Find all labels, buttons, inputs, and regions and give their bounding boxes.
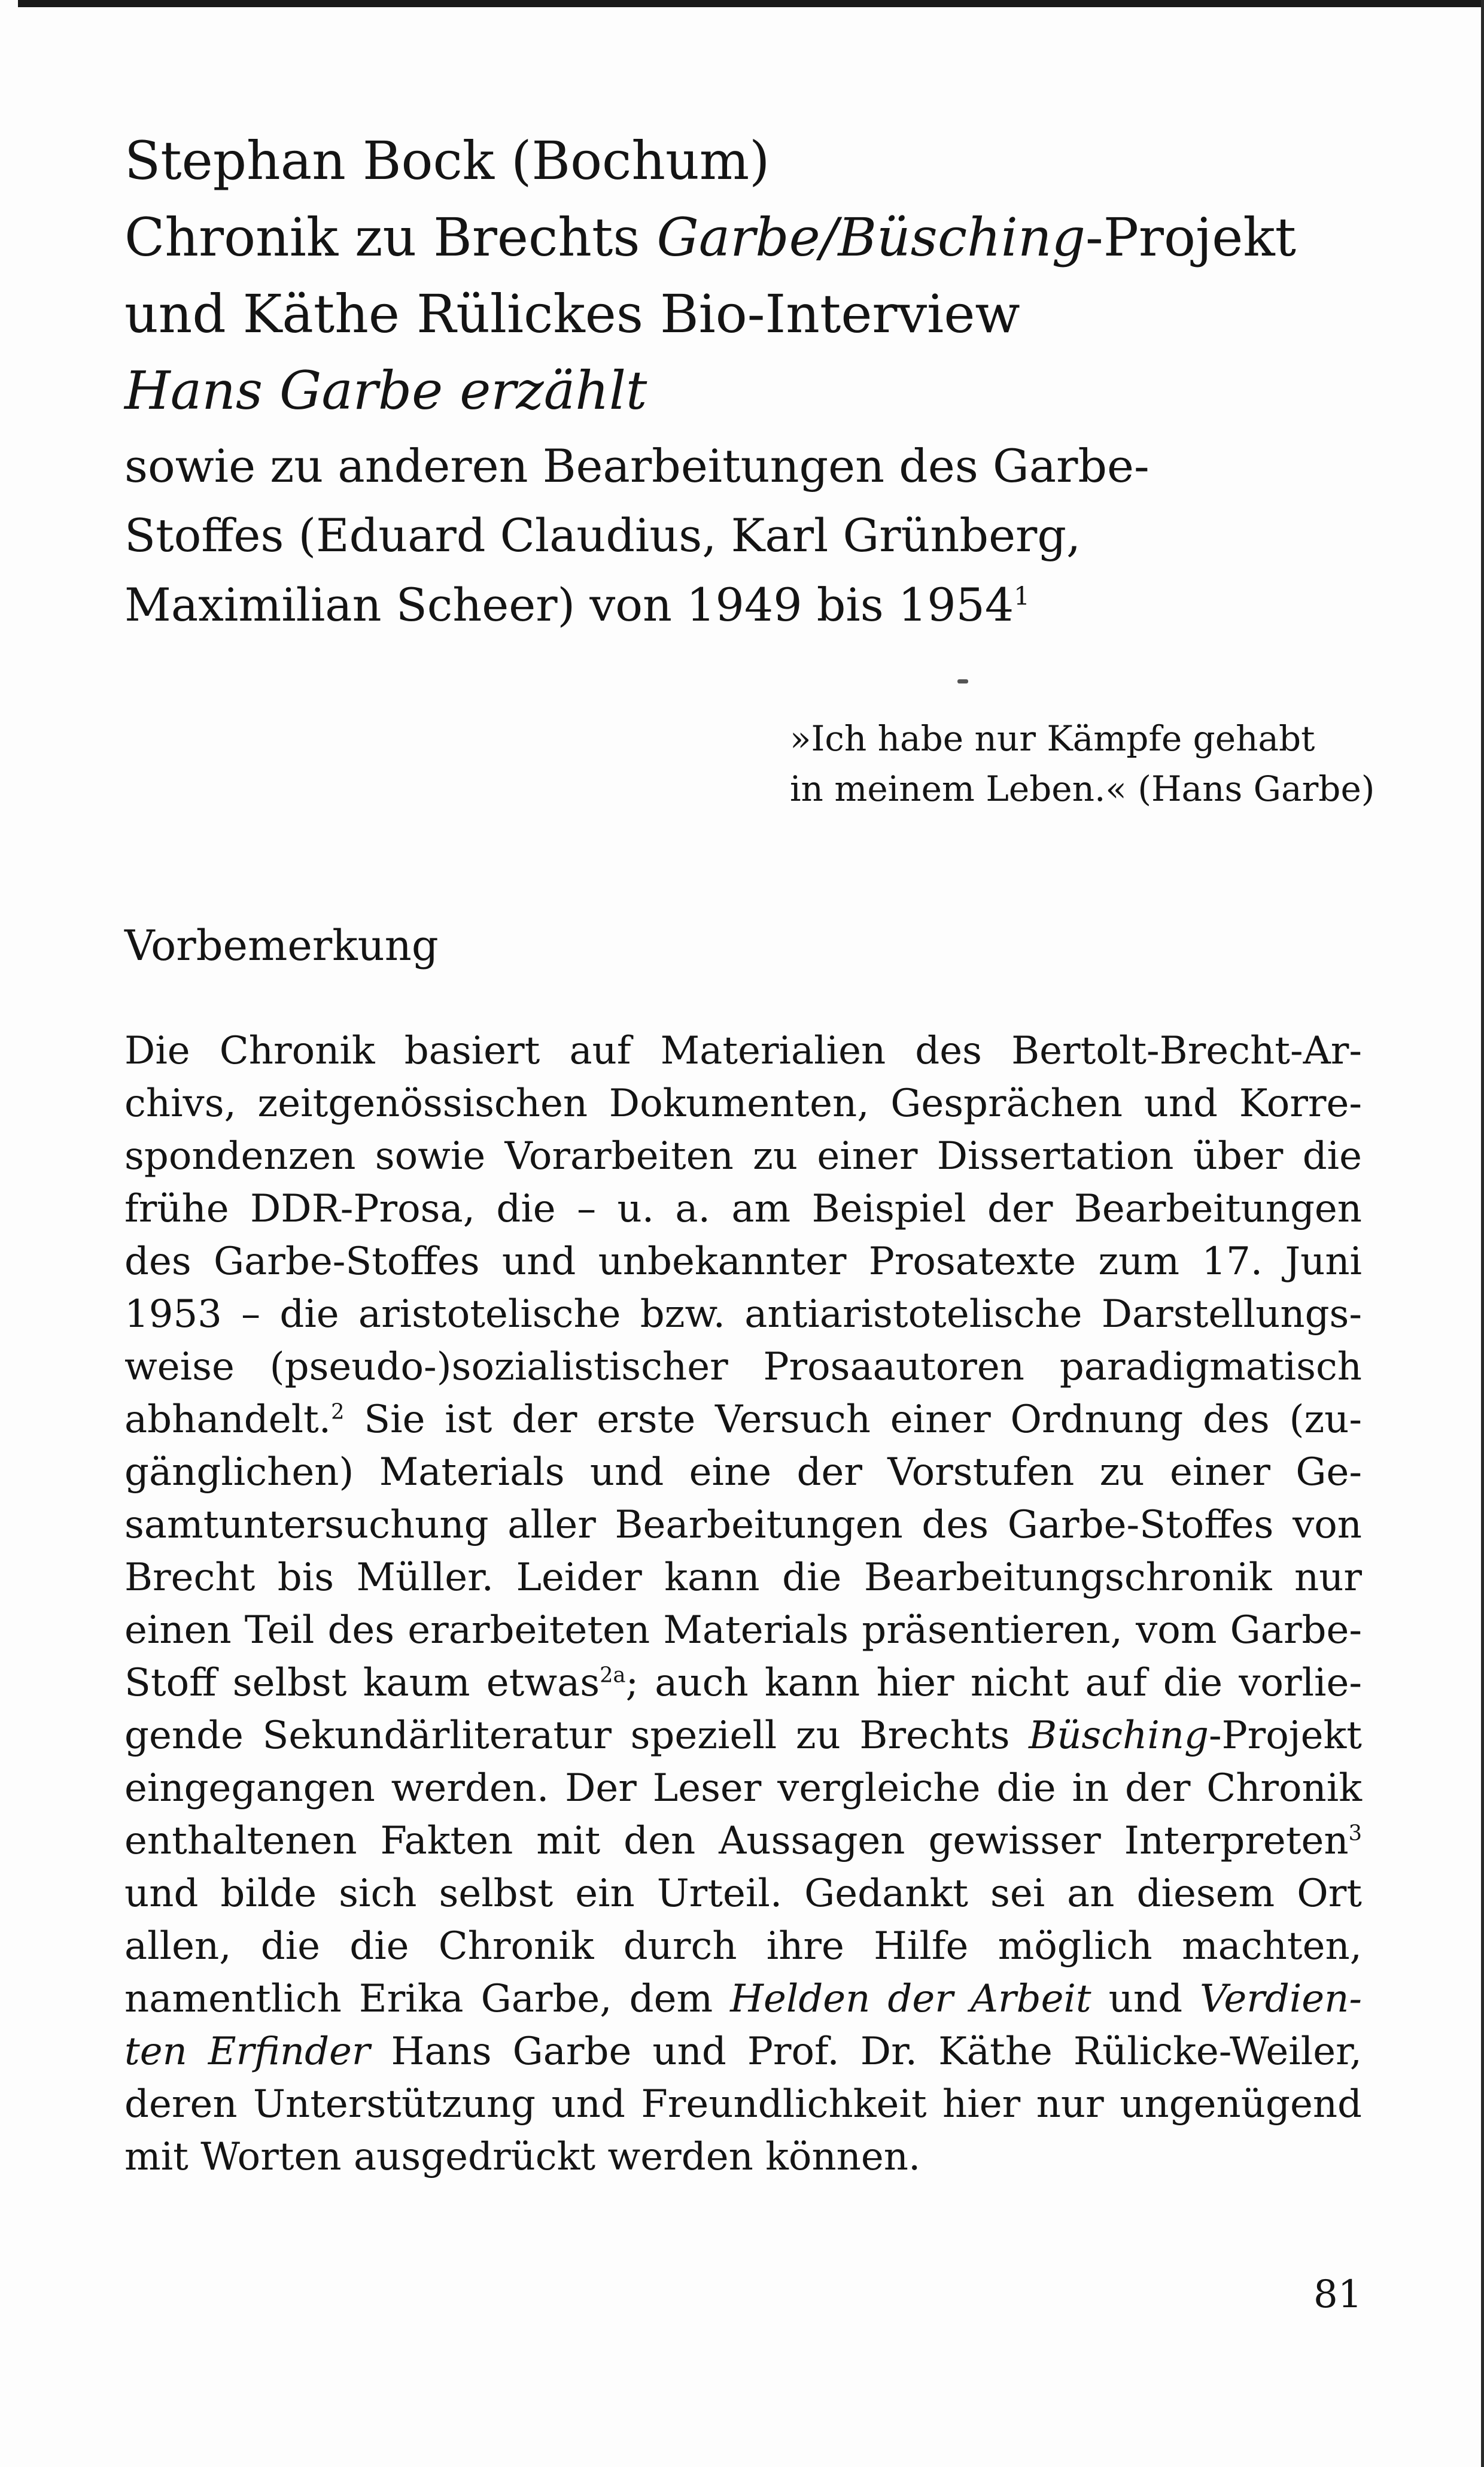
epigraph — [790, 713, 1388, 814]
scan-edge-top — [18, 0, 1484, 7]
subtitle-line-1: sowie zu anderen Bearbeitungen des Garbe- — [124, 439, 1150, 493]
body-line-14 — [124, 1709, 1362, 1762]
body-line-19-mid: und — [1091, 1977, 1200, 2021]
body-line-19-start: namentlich Erika Garbe, dem — [124, 1977, 731, 2021]
body-line-14-end: -Projekt — [1208, 1713, 1362, 1758]
body-line-3: spondenzen sowie Vorarbeiten zu einer Dissertation über die — [124, 1134, 1362, 1178]
footnote-marker-2: 2 — [331, 1399, 345, 1424]
section-heading: Vorbemerkung — [124, 921, 439, 970]
body-line-6: 1953 – die aristotelische bzw. antiaristotelische Darstellungs- — [124, 1292, 1362, 1336]
scan-edge-right — [1481, 0, 1484, 2467]
title-line-3: Hans Garbe erzählt — [124, 360, 647, 421]
body-line-11: Brecht bis Müller. Leider kann die Bearbeitungschronik nur — [124, 1555, 1362, 1600]
body-line-19-italic-1: Helden der Arbeit — [730, 1977, 1091, 2021]
body-line-8 — [124, 1393, 1362, 1446]
body-line-13-start: Stoff selbst kaum etwas — [124, 1661, 600, 1705]
body-line-13-end: ; auch kann hier nicht auf die vorlie- — [625, 1661, 1362, 1705]
epigraph-line-2: in meinem Leben.« (Hans Garbe) — [790, 768, 1375, 809]
author-line: Stephan Bock (Bochum) — [124, 130, 770, 192]
body-line-14-start: gende Sekundärliteratur speziell zu Brechts — [124, 1713, 1029, 1758]
epigraph-line-1: »Ich habe nur Kämpfe gehabt — [790, 718, 1315, 759]
body-line-1: Die Chronik basiert auf Materialien des Bertolt-Brecht-Ar- — [124, 1029, 1362, 1073]
title-line-1-italic: Garbe/Büsching — [656, 206, 1085, 268]
footnote-marker-3: 3 — [1348, 1821, 1362, 1846]
title-line-2: und Käthe Rülickes Bio-Interview — [124, 283, 1020, 345]
body-line-5: des Garbe-Stoffes und unbekannter Prosatexte zum 17. Juni — [124, 1239, 1362, 1284]
body-line-4: frühe DDR-Prosa, die – u. a. am Beispiel der Bearbeitungen — [124, 1187, 1362, 1231]
article-header — [124, 123, 1381, 640]
body-line-8-end: Sie ist der erste Versuch einer Ordnung des (zu- — [344, 1397, 1362, 1442]
body-paragraph — [124, 1025, 1362, 2183]
body-line-19-italic-2: Verdien- — [1200, 1977, 1362, 2021]
body-line-10: samtuntersuchung aller Bearbeitungen des Garbe-Stoffes von — [124, 1503, 1362, 1547]
scan-speck — [957, 679, 968, 683]
body-line-19 — [124, 1973, 1362, 2025]
body-line-20-end: Hans Garbe und Prof. Dr. Käthe Rülicke-Weiler, — [370, 2029, 1363, 2074]
body-line-20-italic: ten Erfinder — [124, 2029, 370, 2074]
subtitle-line-2: Stoffes (Eduard Claudius, Karl Grünberg, — [124, 509, 1081, 562]
body-line-8-start: abhandelt. — [124, 1397, 332, 1442]
footnote-marker-2a: 2a — [600, 1663, 626, 1688]
subtitle-line-3 — [124, 570, 1381, 640]
body-line-22: mit Worten ausgedrückt werden können. — [124, 2135, 921, 2179]
body-line-16 — [124, 1815, 1362, 1867]
body-line-20 — [124, 2025, 1362, 2078]
body-line-18: allen, die die Chronik durch ihre Hilfe möglich machten, — [124, 1924, 1362, 1968]
body-line-16-text: enthaltenen Fakten mit den Aussagen gewisser Interpreten — [124, 1819, 1349, 1863]
body-line-7: weise (pseudo-)sozialistischer Prosaautoren paradigmatisch — [124, 1345, 1362, 1389]
title-line-1-end: -Projekt — [1085, 206, 1297, 268]
body-line-14-italic: Büsching — [1029, 1713, 1209, 1758]
body-line-12: einen Teil des erarbeiteten Materials präsentieren, vom Garbe- — [124, 1608, 1362, 1652]
body-line-21: deren Unterstützung und Freundlichkeit hier nur ungenügend — [124, 2082, 1362, 2126]
body-line-13 — [124, 1657, 1362, 1709]
footnote-marker-1: 1 — [1014, 581, 1030, 611]
body-line-15: eingegangen werden. Der Leser vergleiche die in der Chronik — [124, 1766, 1362, 1810]
body-line-9: gänglichen) Materials und eine der Vorstufen zu einer Ge- — [124, 1450, 1362, 1494]
subtitle-line-3-text: Maximilian Scheer) von 1949 bis 1954 — [124, 578, 1014, 631]
body-line-2: chivs, zeitgenössischen Dokumenten, Gesprächen und Korre- — [124, 1081, 1362, 1126]
body-line-17: und bilde sich selbst ein Urteil. Gedankt sei an diesem Ort — [124, 1871, 1362, 1916]
title-line-1 — [124, 199, 1381, 276]
page-number: 81 — [1313, 2272, 1363, 2317]
title-line-1-start: Chronik zu Brechts — [124, 206, 657, 268]
